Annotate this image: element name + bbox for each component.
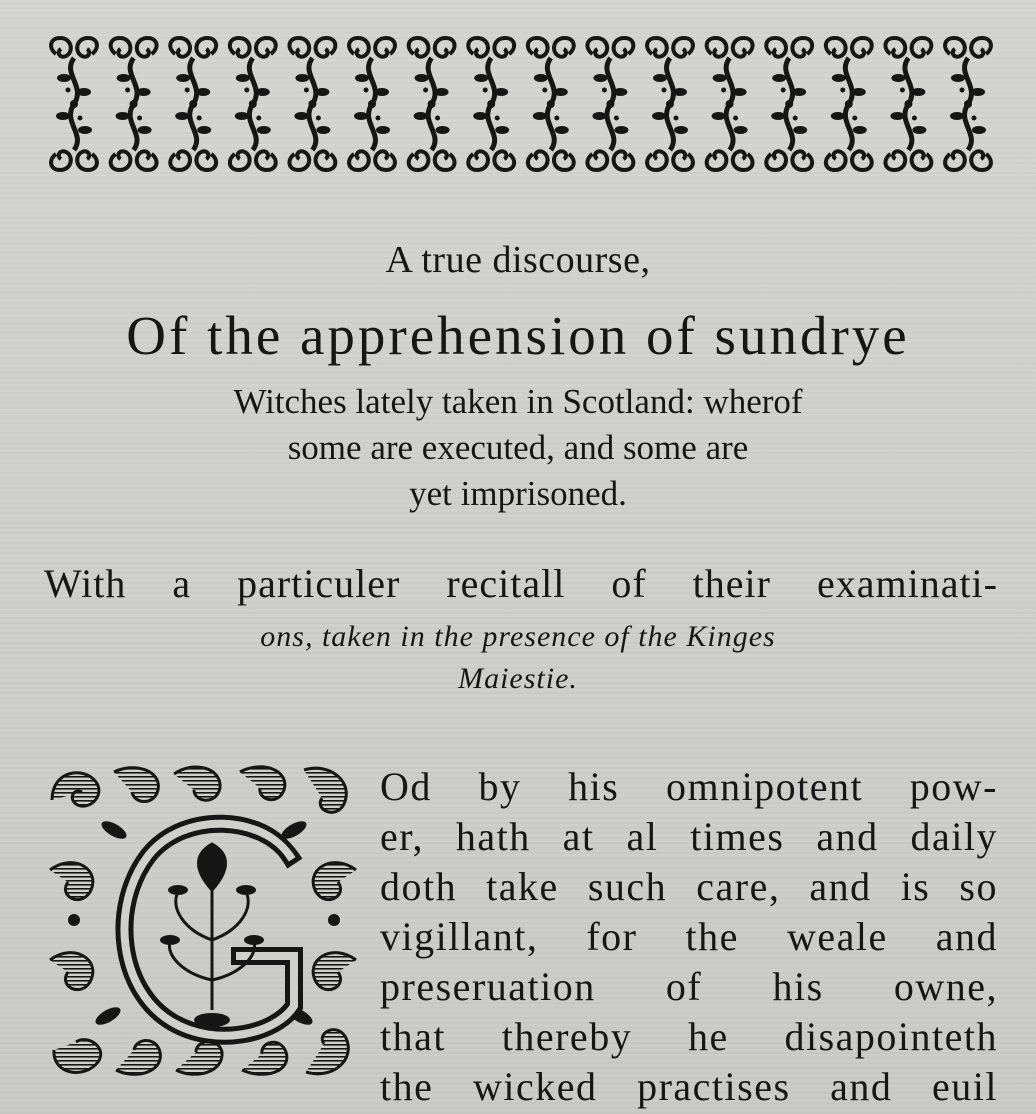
italic-line-1: ons, taken in the presence of the Kinges	[260, 620, 776, 653]
title-subline-3: yet imprisoned.	[409, 474, 627, 513]
body-line-1: Od by his omnipotent pow-	[380, 764, 998, 809]
body-line-4: vigillant, for the weale and	[380, 914, 998, 959]
italic-line-2: Maiestie.	[458, 662, 578, 695]
decorated-initial-g-icon	[44, 760, 362, 1082]
subheading-line: With a particuler recitall of their examinati-	[44, 561, 998, 606]
body-line-6: that thereby he disapointeth	[380, 1014, 998, 1059]
body-paragraph	[380, 762, 998, 1112]
title-subline-1: Witches lately taken in Scotland: wherof	[233, 382, 803, 421]
title-subline-2: some are executed, and some are	[287, 428, 749, 467]
main-title: Of the apprehension of sundrye	[126, 305, 910, 366]
body-line-2: er, hath at al times and daily	[380, 814, 998, 859]
title-line-1: A true discourse,	[385, 239, 651, 281]
body-line-3: doth take such care, and is so	[380, 864, 998, 909]
body-line-5: preseruation of his owne,	[380, 964, 998, 1009]
body-line-7: the wicked practises and euil	[380, 1064, 998, 1109]
ornament-headpiece-icon	[44, 34, 998, 174]
